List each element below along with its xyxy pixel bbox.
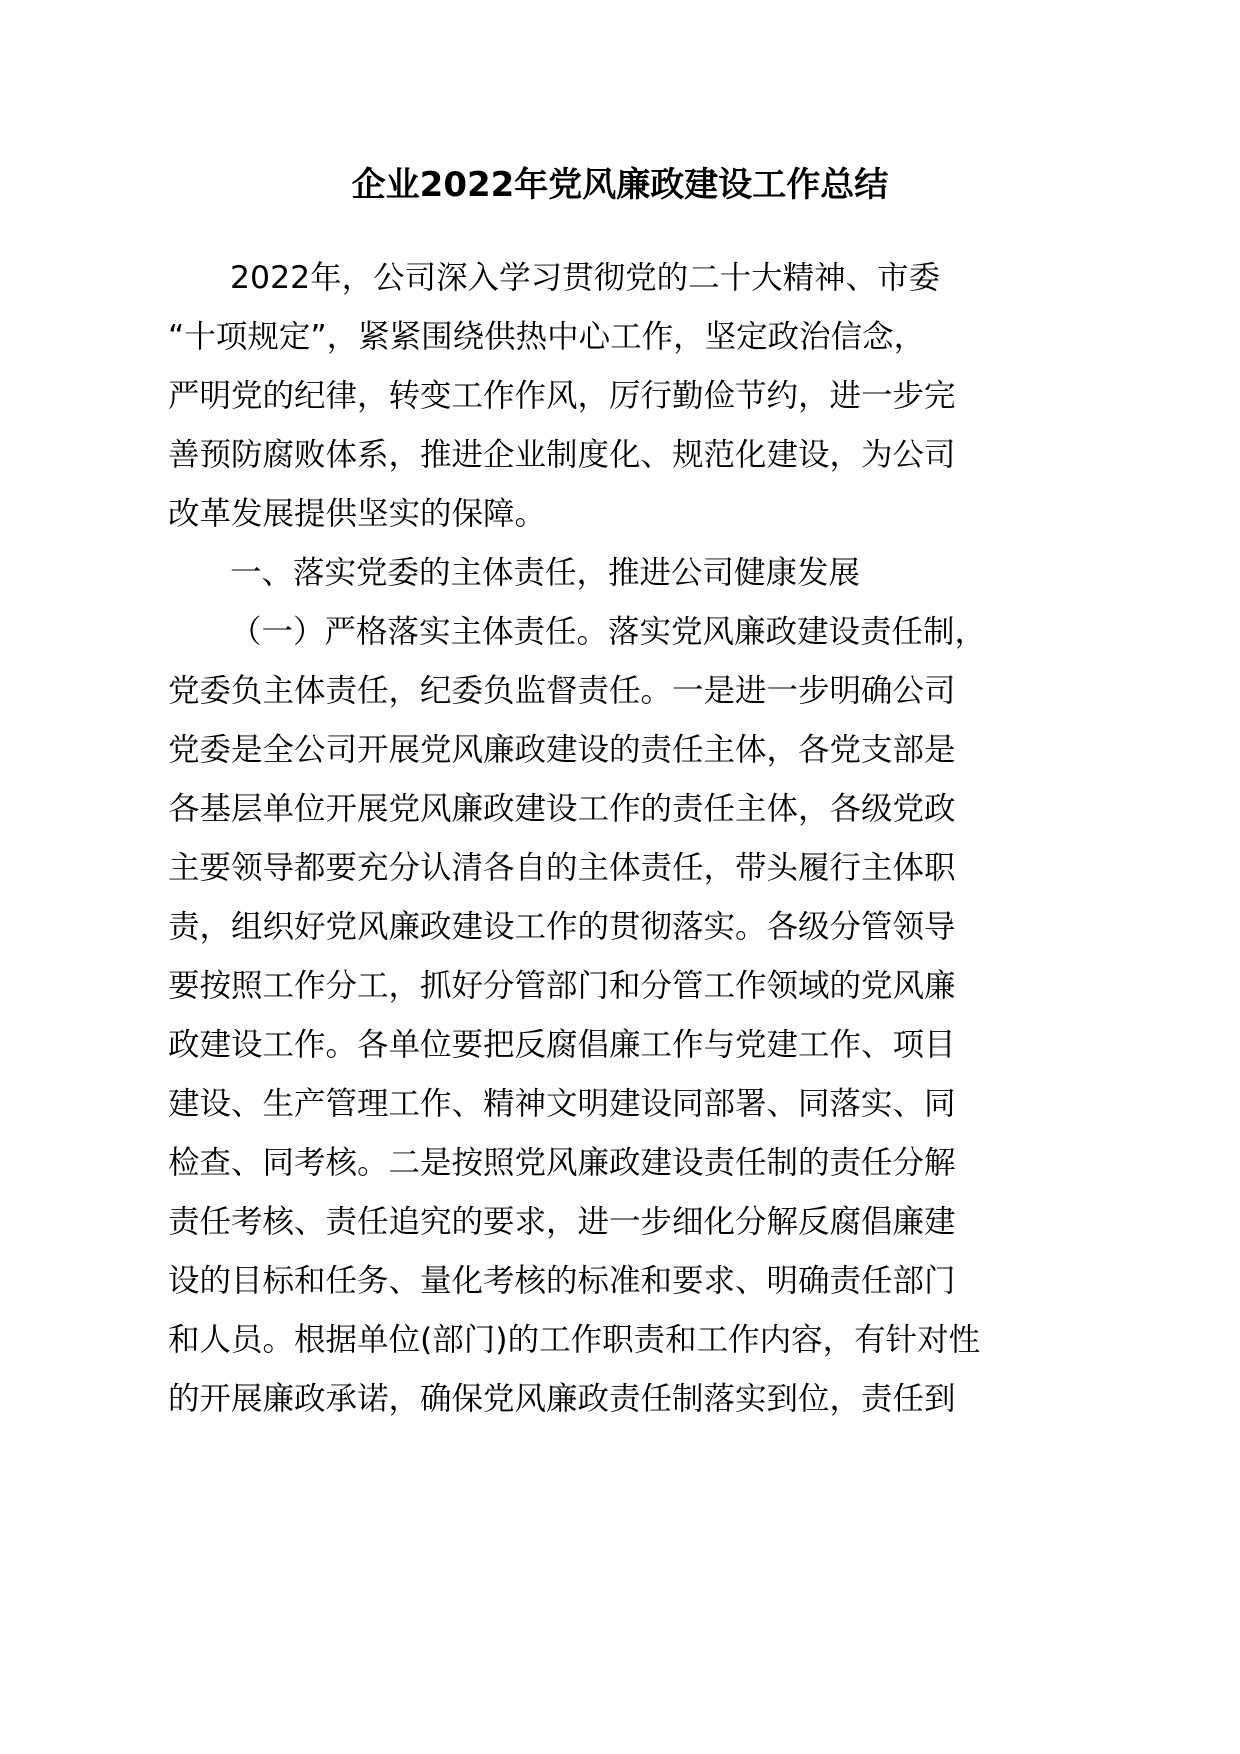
paragraph-line: 政建设工作。各单位要把反腐倡廉工作与党建工作、项目: [168, 1027, 956, 1063]
paragraph-line: 责，组织好党风廉政建设工作的贯彻落实。各级分管领导: [168, 909, 956, 945]
paragraph-line: 2022年，公司深入学习贯彻党的二十大精神、市委: [230, 260, 941, 296]
paragraph-line: 善预防腐败体系，推进企业制度化、规范化建设，为公司: [168, 437, 956, 473]
paragraph-line: 设的目标和任务、量化考核的标准和要求、明确责任部门: [168, 1263, 956, 1299]
section-heading: 一、落实党委的主体责任，推进公司健康发展: [230, 555, 861, 591]
paragraph-line: “十项规定”，紧紧围绕供热中心工作，坚定政治信念，: [168, 319, 926, 355]
paragraph-line: 主要领导都要充分认清各自的主体责任，带头履行主体职: [168, 850, 956, 886]
paragraph-line: 的开展廉政承诺，确保党风廉政责任制落实到位，责任到: [168, 1381, 956, 1417]
paragraph-line: （一）严格落实主体责任。落实党风廉政建设责任制，: [230, 614, 987, 650]
paragraph-line: 各基层单位开展党风廉政建设工作的责任主体，各级党政: [168, 791, 956, 827]
paragraph-line: 责任考核、责任追究的要求，进一步细化分解反腐倡廉建: [168, 1204, 956, 1240]
paragraph-line: 建设、生产管理工作、精神文明建设同部署、同落实、同: [168, 1086, 956, 1122]
paragraph-line: 党委是全公司开展党风廉政建设的责任主体，各党支部是: [168, 732, 956, 768]
paragraph-line: 要按照工作分工，抓好分管部门和分管工作领域的党风廉: [168, 968, 956, 1004]
paragraph-line: 改革发展提供坚实的保障。: [168, 496, 547, 532]
paragraph-line: 党委负主体责任，纪委负监督责任。一是进一步明确公司: [168, 673, 956, 709]
page-title: 企业2022年党风廉政建设工作总结: [351, 165, 889, 205]
paragraph-line: 检查、同考核。二是按照党风廉政建设责任制的责任分解: [168, 1145, 956, 1181]
paragraph-line: 严明党的纪律，转变工作作风，厉行勤俭节约，进一步完: [168, 378, 956, 414]
paragraph-line: 和人员。根据单位(部门)的工作职责和工作内容，有针对性: [168, 1322, 981, 1358]
